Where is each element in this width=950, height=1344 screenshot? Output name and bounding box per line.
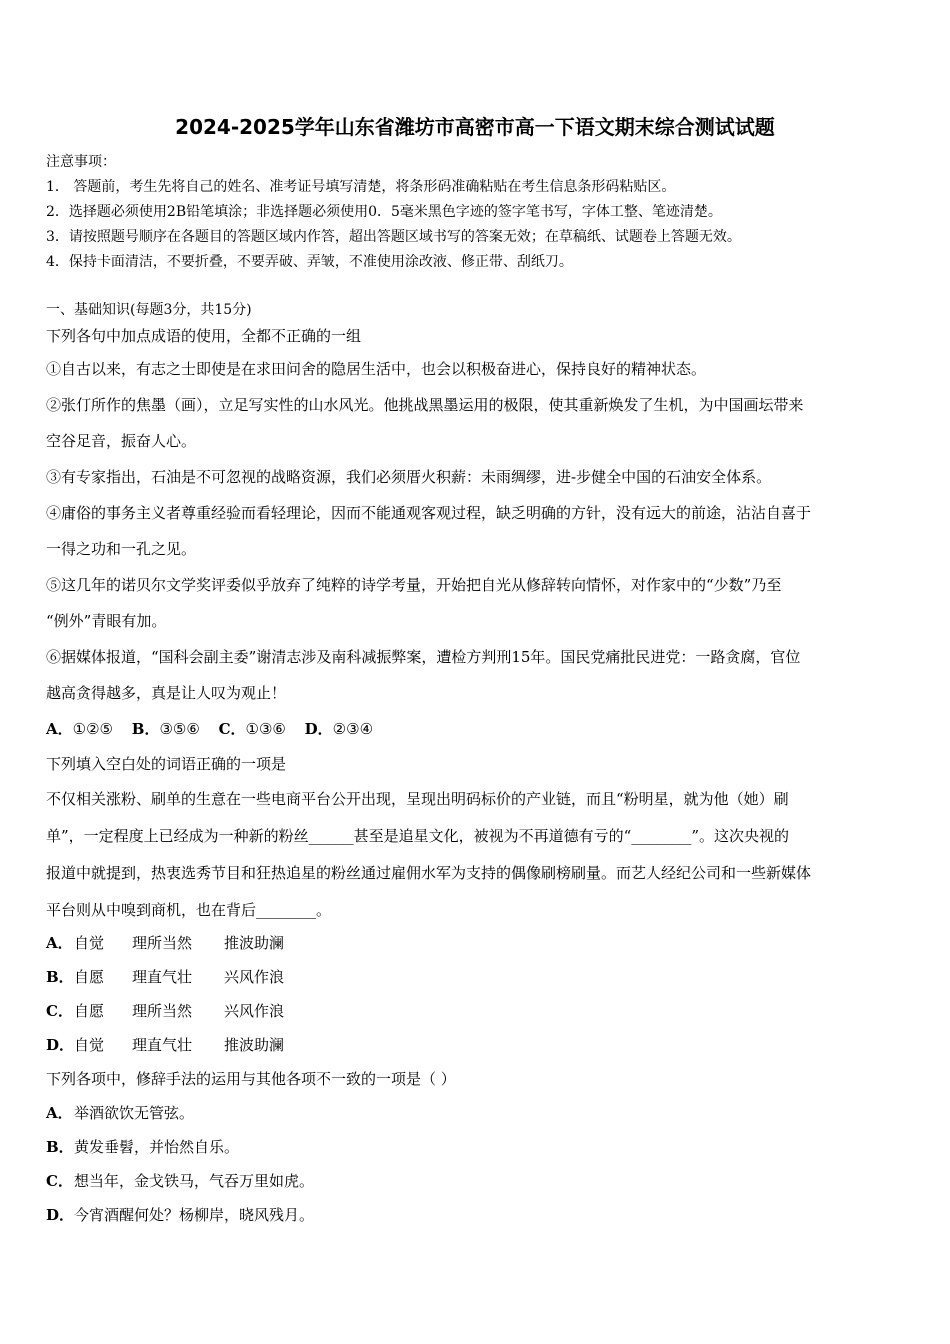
question-1-line: 空谷足音，振奋人心。 [46,432,197,450]
notice-heading: 注意事项： [46,154,116,170]
question-1-options [46,719,373,739]
question-1-stem: 下列各句中加点成语的使用，全都不正确的一组 [46,327,362,345]
question-3-stem: 下列各项中，修辞手法的运用与其他各项不一致的一项是（ ） [46,1070,456,1088]
question-2-line: 不仅相关涨粉、刷单的生意在一些电商平台公开出现，呈现出明码标价的产业链，而且“粉明星，就为他（她）刷 [46,790,789,808]
question-1-line: ②张仃所作的焦墨（画），立足写实性的山水风光。他挑战黑墨运用的极限，使其重新焕发了生机，为中国画坛带来 [46,396,804,414]
section-heading: 一、基础知识(每题3分，共15分) [46,302,252,318]
option-a[interactable]: A．①②⑤ [46,720,113,738]
notice-item: 3．请按照题号顺序在各题目的答题区域内作答，超出答题区域书写的答案无效；在草稿纸、试题卷上答题无效。 [46,229,741,245]
question-1-line: ⑥据媒体报道，“国科会副主委”谢清志涉及南科减振弊案，遭检方判刑15年。国民党痛批民进党：一路贪腐，官位 [46,648,801,666]
option-c[interactable]: C．自愿 理所当然 兴风作浪 [46,1002,285,1020]
question-2-line: 单”，一定程度上已经成为一种新的粉丝______甚至是追星文化，被视为不再道德有亏的“________”。这次央视的 [46,827,790,845]
question-1-line: 一得之功和一孔之见。 [46,540,197,558]
option-d[interactable]: D．②③④ [304,720,374,738]
question-1-line: 越高贪得越多，真是让人叹为观止！ [46,684,287,702]
page-title: 2024-2025学年山东省潍坊市高密市高一下语文期末综合测试试题 [175,115,775,139]
question-2-line: 平台则从中嗅到商机，也在背后________。 [46,901,332,919]
notice-item: 1． 答题前，考生先将自己的姓名、准考证号填写清楚，将条形码准确粘贴在考生信息条形码粘贴区。 [46,179,676,195]
option-c[interactable]: C．想当年，金戈铁马，气吞万里如虎。 [46,1172,315,1190]
question-1-line: ④庸俗的事务主义者尊重经验而看轻理论，因而不能通观客观过程，缺乏明确的方针，没有远大的前途，沾沾自喜于 [46,504,812,522]
option-d[interactable]: D．自觉 理直气壮 推波助澜 [46,1036,285,1054]
question-2-stem: 下列填入空白处的词语正确的一项是 [46,755,287,773]
option-a[interactable]: A．自觉 理所当然 推波助澜 [46,934,285,952]
option-a[interactable]: A．举酒欲饮无管弦。 [46,1104,195,1122]
notice-item: 2．选择题必须使用2B铅笔填涂；非选择题必须使用0．5毫米黑色字迹的签字笔书写，字体工整、笔迹清楚。 [46,204,722,220]
question-1-line: ③有专家指出，石油是不可忽视的战略资源，我们必须厝火积薪：未雨绸缪，进-步健全中国的石油安全体系。 [46,468,772,486]
option-c[interactable]: C．①③⑥ [218,720,286,738]
notice-item: 4．保持卡面清洁，不要折叠，不要弄破、弄皱，不准使用涂改液、修正带、刮纸刀。 [46,254,573,270]
question-1-line: “例外”青眼有加。 [46,612,167,630]
option-b[interactable]: B．自愿 理直气壮 兴风作浪 [46,968,285,986]
option-b[interactable]: B．③⑤⑥ [131,720,200,738]
question-2-line: 报道中就提到，热衷选秀节目和狂热追星的粉丝通过雇佣水军为支持的偶像刷榜刷量。而艺人经纪公司和一些新媒体 [46,864,812,882]
question-1-line: ①自古以来，有志之士即使是在求田问舍的隐居生活中，也会以积极奋进心，保持良好的精神状态。 [46,360,707,378]
option-b[interactable]: B．黄发垂髫，并怡然自乐。 [46,1138,240,1156]
option-d[interactable]: D．今宵酒醒何处？杨柳岸，晓风残月。 [46,1206,315,1224]
question-1-line: ⑤这几年的诺贝尔文学奖评委似乎放弃了纯粹的诗学考量，开始把自光从修辞转向情怀，对作家中的“少数”乃至 [46,576,782,594]
